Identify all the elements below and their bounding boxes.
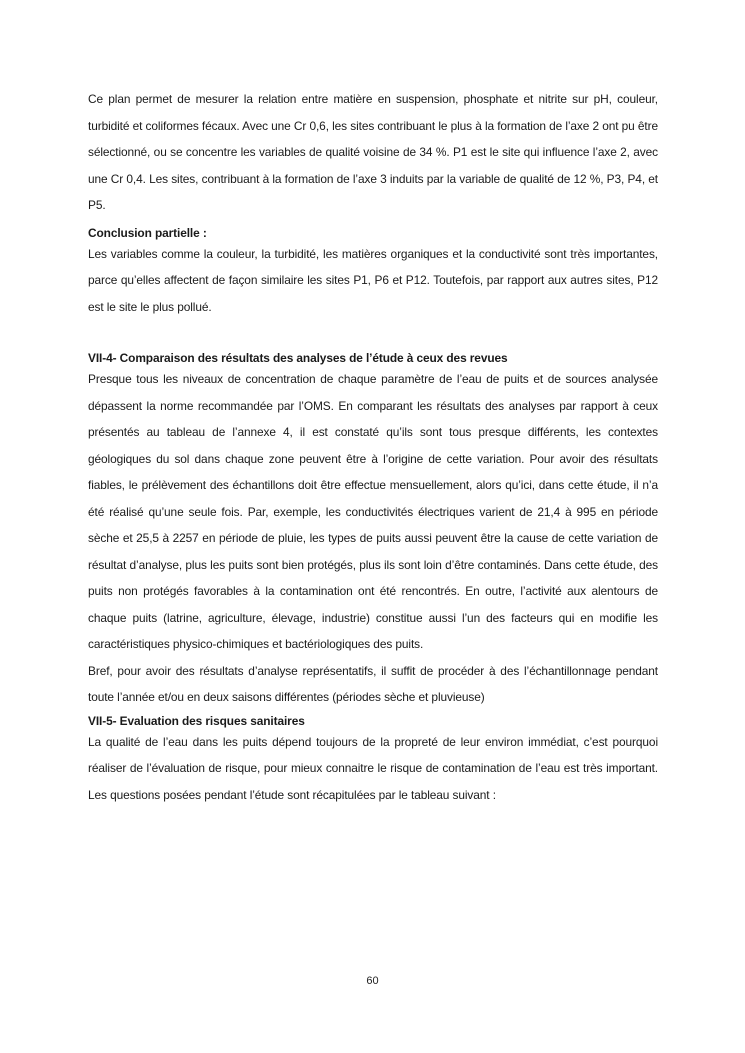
- paragraph-comparaison: Presque tous les niveaux de concentration de chaque paramètre de l’eau de puits et de sources analysée dépassent la norme recommandée par l’OMS. En comparant les résultats des analyses par rapport à ceux présentés au tableau de l’annexe 4, il est constaté qu’ils sont tous presque différents, les contextes géologiques du sol dans chaque zone peuvent être à l’origine de cette variation. Pour avoir des résultats fiables, le prélèvement des échantillons doit être effectue mensuellement, alors qu’ici, dans cette étude, il n’a été réalisé qu’une seule fois. Par, exemple, les conductivités électriques varient de 21,4 à 995 en période sèche et 25,5 à 2257 en période de pluie, les types de puits aussi peuvent être la cause de cette variation de résultat d’analyse, plus les puits sont bien protégés, plus ils sont loin d’être contaminés. Dans cette étude, des puits non protégés favorables à la contamination ont été rencontrés. En outre, l’activité aux alentours de chaque puits (latrine, agriculture, élevage, industrie) constitue aussi l’un des facteurs qui en modifie les caractéristiques physico-chimiques et bactériologiques des puits.: [88, 372, 658, 651]
- page-content: [88, 86, 658, 808]
- page-number: 60: [366, 975, 379, 987]
- heading-section-vii-4: VII-4- Comparaison des résultats des analyses de l’étude à ceux des revues: [88, 351, 508, 365]
- paragraph-bref: Bref, pour avoir des résultats d’analyse représentatifs, il suffit de procéder à des l’échantillonnage pendant toute l’année et/ou en deux saisons différentes (périodes sèche et pluvieuse): [88, 663, 658, 704]
- heading-section-vii-5: VII-5- Evaluation des risques sanitaires: [88, 713, 305, 728]
- paragraph-evaluation-risques: La qualité de l’eau dans les puits dépend toujours de la propreté de leur environ immédiat, c’est pourquoi réaliser de l’évaluation de risque, pour mieux connaitre le risque de contamination de l’eau est très important. Les questions posées pendant l’étude sont récapitulées par le tableau suivant :: [88, 734, 658, 802]
- paragraph-acp-axes: Ce plan permet de mesurer la relation entre matière en suspension, phosphate et nitrite sur pH, couleur, turbidité et coliformes fécaux. Avec une Cr 0,6, les sites contribuant le plus à la formation de l’axe 2 ont pu être sélectionné, ou se concentre les variables de qualité voisine de 34 %. P1 est le site qui influence l’axe 2, avec une Cr 0,4. Les sites, contribuant à la formation de l’axe 3 induits par la variable de qualité de 12 %, P3, P4, et P5.: [88, 92, 658, 212]
- heading-conclusion-partielle: Conclusion partielle :: [88, 225, 207, 240]
- paragraph-conclusion: Les variables comme la couleur, la turbidité, les matières organiques et la conductivité sont très importantes, parce qu’elles affectent de façon similaire les sites P1, P6 et P12. Toutefois, par rapport aux autres sites, P12 est le site le plus pollué.: [88, 246, 658, 314]
